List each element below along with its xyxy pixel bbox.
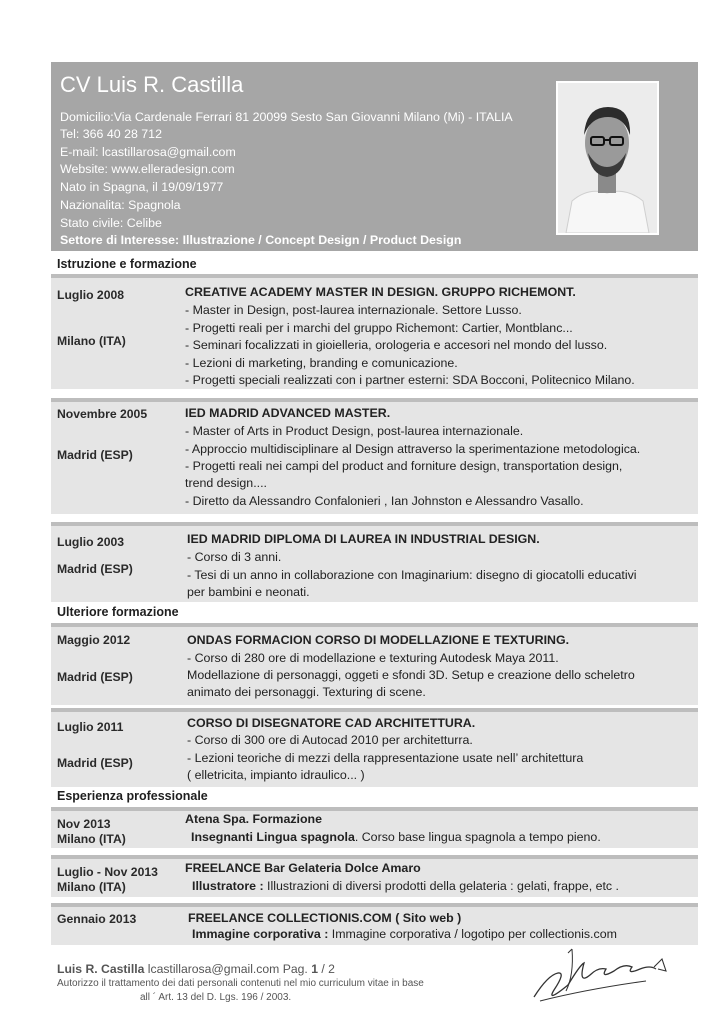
entry-description bbox=[192, 879, 619, 893]
entry-date: Luglio 2008 bbox=[57, 288, 125, 302]
section-further-title: Ulteriore formazione bbox=[57, 605, 179, 619]
entry-bullet: per bambini e neonati. bbox=[187, 585, 310, 599]
entry-bullet: - Corso di 280 ore di modellazione e texturing Autodesk Maya 2011. bbox=[187, 651, 559, 665]
entry-desc: . Corso base lingua spagnola a tempo pieno. bbox=[354, 830, 601, 844]
entry-bullet: animato dei personaggi. Texturing di scene. bbox=[187, 685, 426, 699]
entry-date: Luglio 2011 bbox=[57, 720, 124, 734]
education-entry bbox=[51, 398, 698, 514]
interests-line: Settore di Interesse: Illustrazione / Concept Design / Product Design bbox=[60, 233, 462, 247]
entry-place: Milano (ITA) bbox=[57, 832, 126, 846]
education-entry bbox=[51, 274, 698, 389]
entry-date: Luglio 2003 bbox=[57, 535, 125, 549]
section-experience-title: Esperienza professionale bbox=[57, 789, 208, 803]
profile-photo bbox=[558, 83, 657, 233]
further-entry bbox=[51, 708, 698, 787]
entry-heading: CORSO DI DISEGNATORE CAD ARCHITETTURA. bbox=[187, 716, 476, 730]
entry-heading: IED MADRID DIPLOMA DI LAUREA IN INDUSTRIAL DESIGN. bbox=[187, 532, 540, 546]
entry-date: Novembre 2005 bbox=[57, 407, 148, 421]
footer-consent-line2: all ´ Art. 13 del D. Lgs. 196 / 2003. bbox=[140, 992, 292, 1003]
footer-contact bbox=[57, 962, 335, 976]
entry-bullet: - Progetti speciali realizzati con i partner esterni: SDA Bocconi, Politecnico Milano. bbox=[185, 373, 635, 387]
entry-role: Illustratore : bbox=[192, 879, 264, 893]
footer-consent-line1: Autorizzo il trattamento dei dati personali contenuti nel mio curriculum vitae in base bbox=[57, 978, 424, 989]
experience-entry bbox=[51, 855, 698, 897]
footer-page-total: / 2 bbox=[317, 962, 335, 976]
entry-place: Madrid (ESP) bbox=[57, 562, 133, 576]
entry-bullet: - Progetti reali per i marchi del gruppo Richemont: Cartier, Montblanc... bbox=[185, 321, 573, 335]
experience-entry bbox=[51, 807, 698, 848]
entry-heading: Atena Spa. Formazione bbox=[185, 812, 323, 826]
entry-bullet: - Corso di 3 anni. bbox=[187, 550, 282, 564]
entry-heading: FREELANCE Bar Gelateria Dolce Amaro bbox=[185, 861, 421, 875]
entry-heading: CREATIVE ACADEMY MASTER IN DESIGN. GRUPPO RICHEMONT. bbox=[185, 285, 576, 299]
entry-bullet: - Master in Design, post-laurea internazionale. Settore Lusso. bbox=[185, 303, 522, 317]
entry-bullet: - Approccio multidisciplinare al Design attraverso la sperimentazione metodologica. bbox=[185, 442, 641, 456]
entry-date: Gennaio 2013 bbox=[57, 912, 137, 926]
entry-place: Madrid (ESP) bbox=[57, 756, 133, 770]
entry-bullet: - Tesi di un anno in collaborazione con Imaginarium: disegno di giocatolli educativi bbox=[187, 568, 637, 582]
entry-date: Luglio - Nov 2013 bbox=[57, 865, 158, 879]
entry-bullet: trend design.... bbox=[185, 476, 267, 490]
further-entry bbox=[51, 623, 698, 705]
entry-role: Insegnanti Lingua spagnola bbox=[191, 830, 355, 844]
entry-heading: ONDAS FORMACION CORSO DI MODELLAZIONE E TEXTURING. bbox=[187, 633, 570, 647]
address-line: Domicilio:Via Cardenale Ferrari 81 20099 Sesto San Giovanni Milano (Mi) - ITALIA bbox=[60, 110, 513, 124]
phone-line: Tel: 366 40 28 712 bbox=[60, 127, 162, 141]
entry-heading: FREELANCE COLLECTIONIS.COM ( Sito web ) bbox=[188, 911, 462, 925]
entry-bullet: - Lezioni teoriche di mezzi della rappresentazione usate nell’ architettura bbox=[187, 751, 584, 765]
entry-date: Maggio 2012 bbox=[57, 633, 131, 647]
entry-bullet: - Diretto da Alessandro Confalonieri , Ian Johnston e Alessandro Vasallo. bbox=[185, 494, 584, 508]
footer-page-current: 1 bbox=[311, 962, 318, 976]
experience-entry bbox=[51, 903, 698, 945]
signature bbox=[528, 945, 678, 1007]
entry-bullet: - Progetti reali nei campi del product and forniture design, transportation design, bbox=[185, 459, 623, 473]
entry-bullet: - Master of Arts in Product Design, post-laurea internazionale. bbox=[185, 424, 524, 438]
entry-bullet: - Lezioni di marketing, branding e comunicazione. bbox=[185, 356, 458, 370]
profile-photo-frame bbox=[556, 81, 659, 235]
entry-place: Madrid (ESP) bbox=[57, 670, 133, 684]
entry-desc: Immagine corporativa / logotipo per collectionis.com bbox=[328, 927, 617, 941]
entry-desc: Illustrazioni di diversi prodotti della gelateria : gelati, frappe, etc . bbox=[263, 879, 619, 893]
entry-bullet: Modellazione di personaggi, oggeti e sfondi 3D. Setup e creazione dello scheletro bbox=[187, 668, 635, 682]
entry-heading: IED MADRID ADVANCED MASTER. bbox=[185, 406, 391, 420]
civil-status-line: Stato civile: Celibe bbox=[60, 216, 162, 230]
entry-place: Milano (ITA) bbox=[57, 334, 126, 348]
entry-date: Nov 2013 bbox=[57, 817, 111, 831]
entry-bullet: - Corso di 300 ore di Autocad 2010 per architetturra. bbox=[187, 733, 473, 747]
cv-title: CV Luis R. Castilla bbox=[60, 72, 244, 97]
email-line: E-mail: lcastillarosa@gmail.com bbox=[60, 145, 236, 159]
entry-bullet: - Seminari focalizzati in gioielleria, orologeria e accesori nel mondo del lusso. bbox=[185, 338, 608, 352]
birth-line: Nato in Spagna, il 19/09/1977 bbox=[60, 180, 224, 194]
cv-header bbox=[51, 62, 698, 251]
education-entry bbox=[51, 522, 698, 602]
footer-email: lcastillarosa@gmail.com Pag. bbox=[144, 962, 312, 976]
entry-description bbox=[192, 927, 617, 941]
entry-bullet: ( elletricita, impianto idraulico... ) bbox=[187, 768, 365, 782]
footer-name: Luis R. Castilla bbox=[57, 962, 145, 976]
section-education-title: Istruzione e formazione bbox=[57, 257, 197, 271]
entry-role: Immagine corporativa : bbox=[192, 927, 329, 941]
nationality-line: Nazionalita: Spagnola bbox=[60, 198, 181, 212]
entry-place: Milano (ITA) bbox=[57, 880, 126, 894]
entry-description bbox=[191, 830, 601, 844]
entry-place: Madrid (ESP) bbox=[57, 448, 133, 462]
website-line: Website: www.elleradesign.com bbox=[60, 162, 235, 176]
